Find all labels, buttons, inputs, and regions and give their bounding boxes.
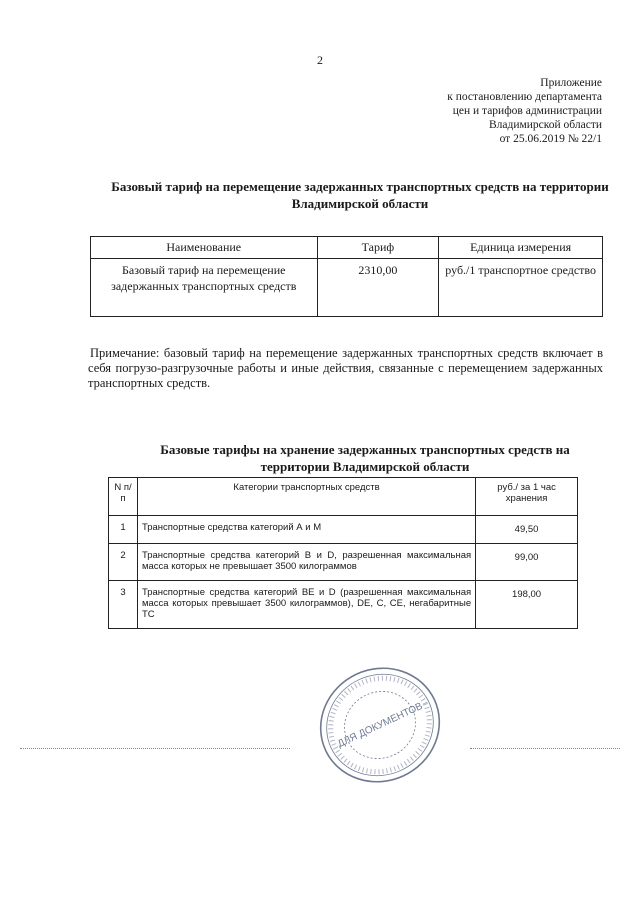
dotted-divider-right (470, 748, 620, 749)
cell-price: 198,00 (476, 581, 578, 629)
cell-category: Транспортные средства категорий А и М (137, 516, 475, 544)
header-num: N п/п (109, 478, 138, 516)
section1-title: Базовый тариф на перемещение задержанных транспортных средств на территории Владимирской области (111, 179, 609, 211)
appendix-line: Владимирской области (488, 119, 602, 131)
cell-price: 99,00 (476, 544, 578, 581)
cell-price: 49,50 (476, 516, 578, 544)
section2-title: Базовые тарифы на хранение задержанных транспортных средств на территории Владимирской области (160, 442, 570, 474)
table-header-row (91, 237, 603, 259)
page-number: 2 (317, 53, 323, 67)
table-row (109, 581, 578, 629)
stamp-center-text: ДЛЯ ДОКУМЕНТОВ (335, 700, 425, 750)
table-row (109, 516, 578, 544)
cell-category: Транспортные средства категорий B и D, разрешенная максимальная масса которых не превышает 3500 килограммов (137, 544, 475, 581)
stamp-graphic (305, 660, 455, 790)
appendix-line: цен и тарифов администрации (452, 105, 602, 117)
dotted-divider-left (20, 748, 290, 749)
note-paragraph: Примечание: базовый тариф на перемещение задержанных транспортных средств включает в себя погрузо-разгрузочные работы и иные действия, связанные с перемещением задержанных транспортных средств. (88, 346, 603, 390)
appendix-line: от 25.06.2019 № 22/1 (499, 133, 602, 145)
table-row (109, 544, 578, 581)
appendix-block (372, 76, 602, 146)
appendix-line: к постановлению департамента (447, 91, 602, 103)
cell-unit: руб./1 транспортное средство (439, 259, 603, 317)
cell-category: Транспортные средства категорий BE и D (разрешенная максимальная масса которых превышает 3500 килограммов), DE, C, CE, негабаритные ТС (137, 581, 475, 629)
header-tariff: Тариф (317, 237, 439, 259)
table-row (91, 259, 603, 317)
cell-num: 1 (109, 516, 138, 544)
cell-name: Базовый тариф на перемещение задержанных транспортных средств (91, 259, 318, 317)
header-name: Наименование (91, 237, 318, 259)
official-stamp-icon (305, 660, 455, 790)
cell-num: 3 (109, 581, 138, 629)
transport-tariff-table (90, 236, 603, 317)
cell-tariff: 2310,00 (317, 259, 439, 317)
header-unit: Единица измерения (439, 237, 603, 259)
storage-tariff-table (108, 477, 578, 629)
header-category: Категории транспортных средств (137, 478, 475, 516)
table-header-row (109, 478, 578, 516)
appendix-line: Приложение (540, 77, 602, 89)
header-price: руб./ за 1 час хранения (476, 478, 578, 516)
cell-num: 2 (109, 544, 138, 581)
